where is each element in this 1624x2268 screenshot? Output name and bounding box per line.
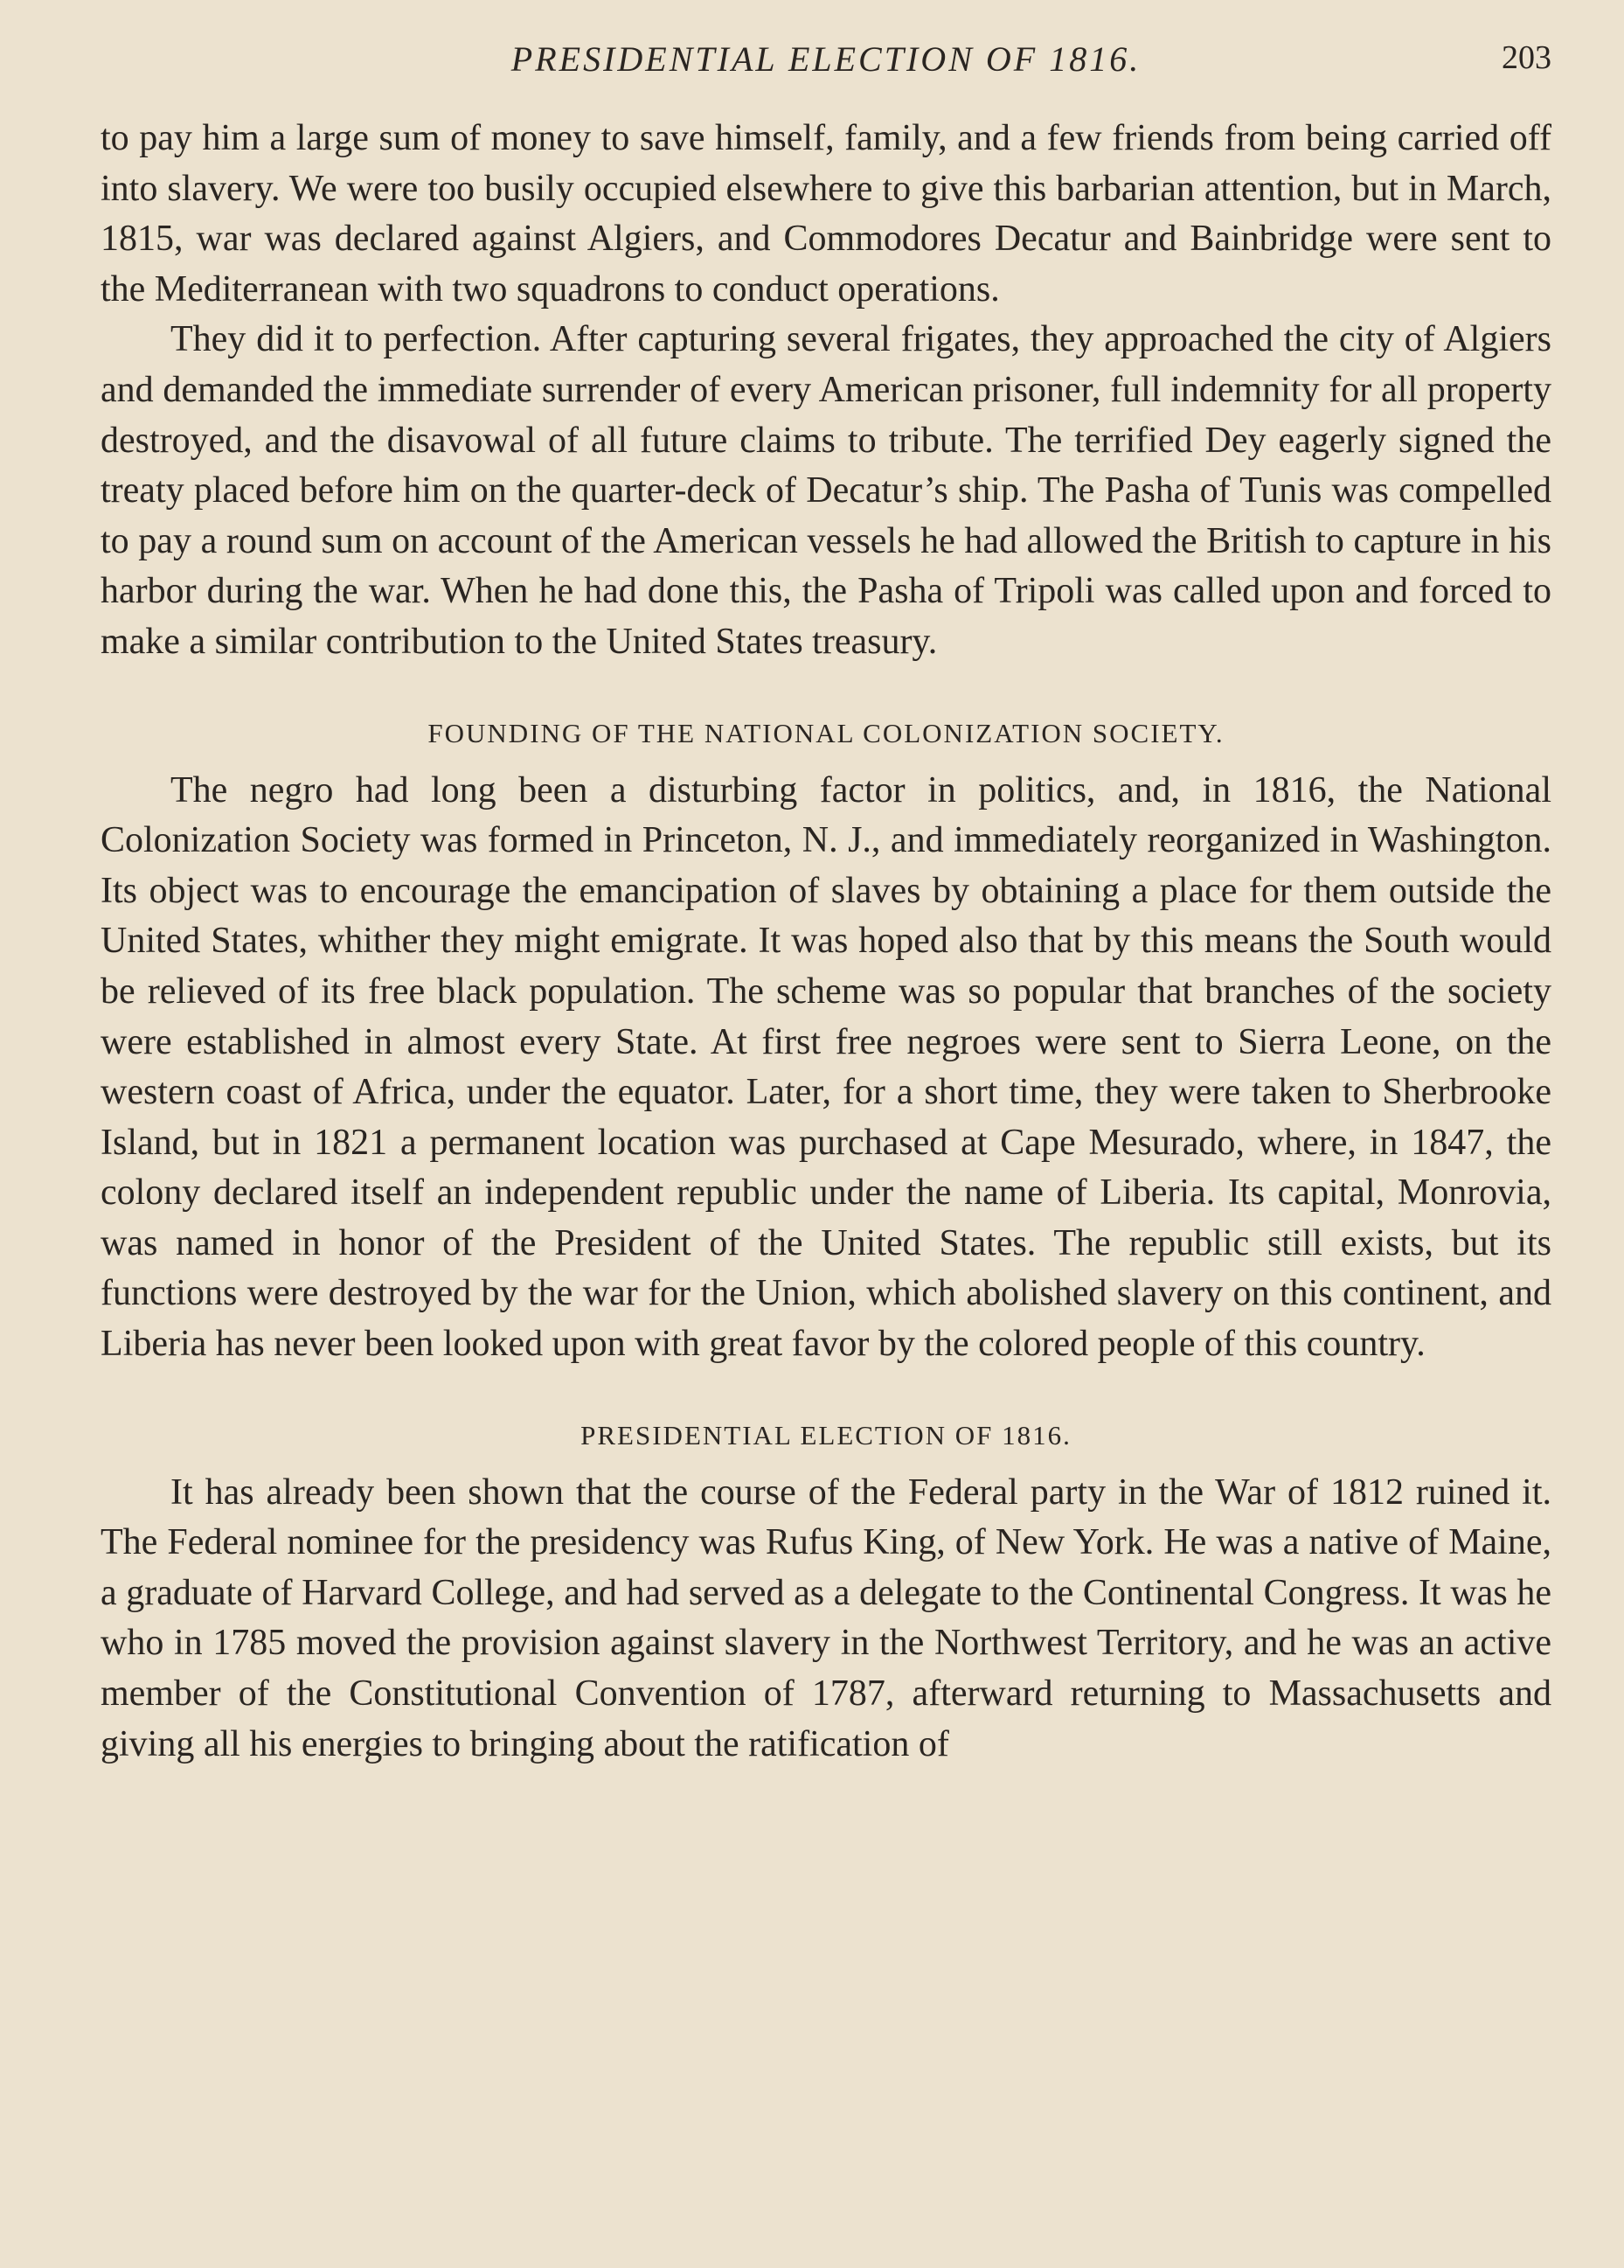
paragraph-colonization: The negro had long been a disturbing factor in politics, and, in 1816, the National Colonization Society was formed in Princeton, N. J., and immediately reorganized in Washington. Its object was to encourage the emancipation of slaves by obtaining a place for them outside the United States, whither they might emigrate. It was hoped also that by this means the South would be relieved of its free black population. The scheme was so popular that branches of the society were established in almost every State. At first free negroes were sent to Sierra Leone, on the western coast of Africa, under the equator. Later, for a short time, they were taken to Sherbrooke Island, but in 1821 a permanent location was purchased at Cape Mesurado, where, in 1847, the colony declared itself an independent republic under the name of Liberia. Its capital, Monrovia, was named in honor of the President of the United States. The republic still exists, but its functions were destroyed by the war for the Union, which abolished slavery on this continent, and Liberia has never been looked upon with great favor by the colored people of this country.: [101, 769, 1551, 1365]
paragraph-1: to pay him a large sum of money to save himself, family, and a few friends from being carried off into slavery. We were too busily occupied elsewhere to give this barbarian attention, but in March, 1815, war was declared against Algiers, and Commodores Decatur and Bainbridge were sent to the Mediterranean with two squadrons to conduct operations.: [101, 118, 1551, 310]
running-title: PRESIDENTIAL ELECTION OF 1816.: [510, 39, 1142, 79]
paragraph-election: It has already been shown that the course of the Federal party in the War of 1812 ruined it. The Federal nominee for the presidency was Rufus King, of New York. He was a native of Maine, a graduate of Harvard College, and had served as a delegate to the Continental Congress. It was he who in 1785 moved the provision against slavery in the Northwest Territory, and he was an active member of the Constitutional Convention of 1787, afterward returning to Massachusetts and giving all his energies to bringing about the ratification of: [101, 1471, 1551, 1764]
page-number: 203: [1502, 39, 1551, 76]
section-heading-election: PRESIDENTIAL ELECTION OF 1816.: [580, 1419, 1072, 1451]
running-head: [101, 33, 1551, 86]
section-heading-colonization: FOUNDING OF THE NATIONAL COLONIZATION SOCIETY.: [427, 717, 1225, 748]
body-text: [101, 114, 1551, 1770]
paragraph-2: They did it to perfection. After capturing several frigates, they approached the city of Algiers and demanded the immediate surrender of every American prisoner, full indemnity for all property destroyed, and the disavowal of all future claims to tribute. The terrified Dey eagerly signed the treaty placed before him on the quarter-deck of Decatur’s ship. The Pasha of Tunis was compelled to pay a round sum on account of the American vessels he had allowed the British to capture in his harbor during the war. When he had done this, the Pasha of Tripoli was called upon and forced to make a similar contribution to the United States treasury.: [101, 319, 1551, 662]
book-page: [101, 0, 1551, 2268]
